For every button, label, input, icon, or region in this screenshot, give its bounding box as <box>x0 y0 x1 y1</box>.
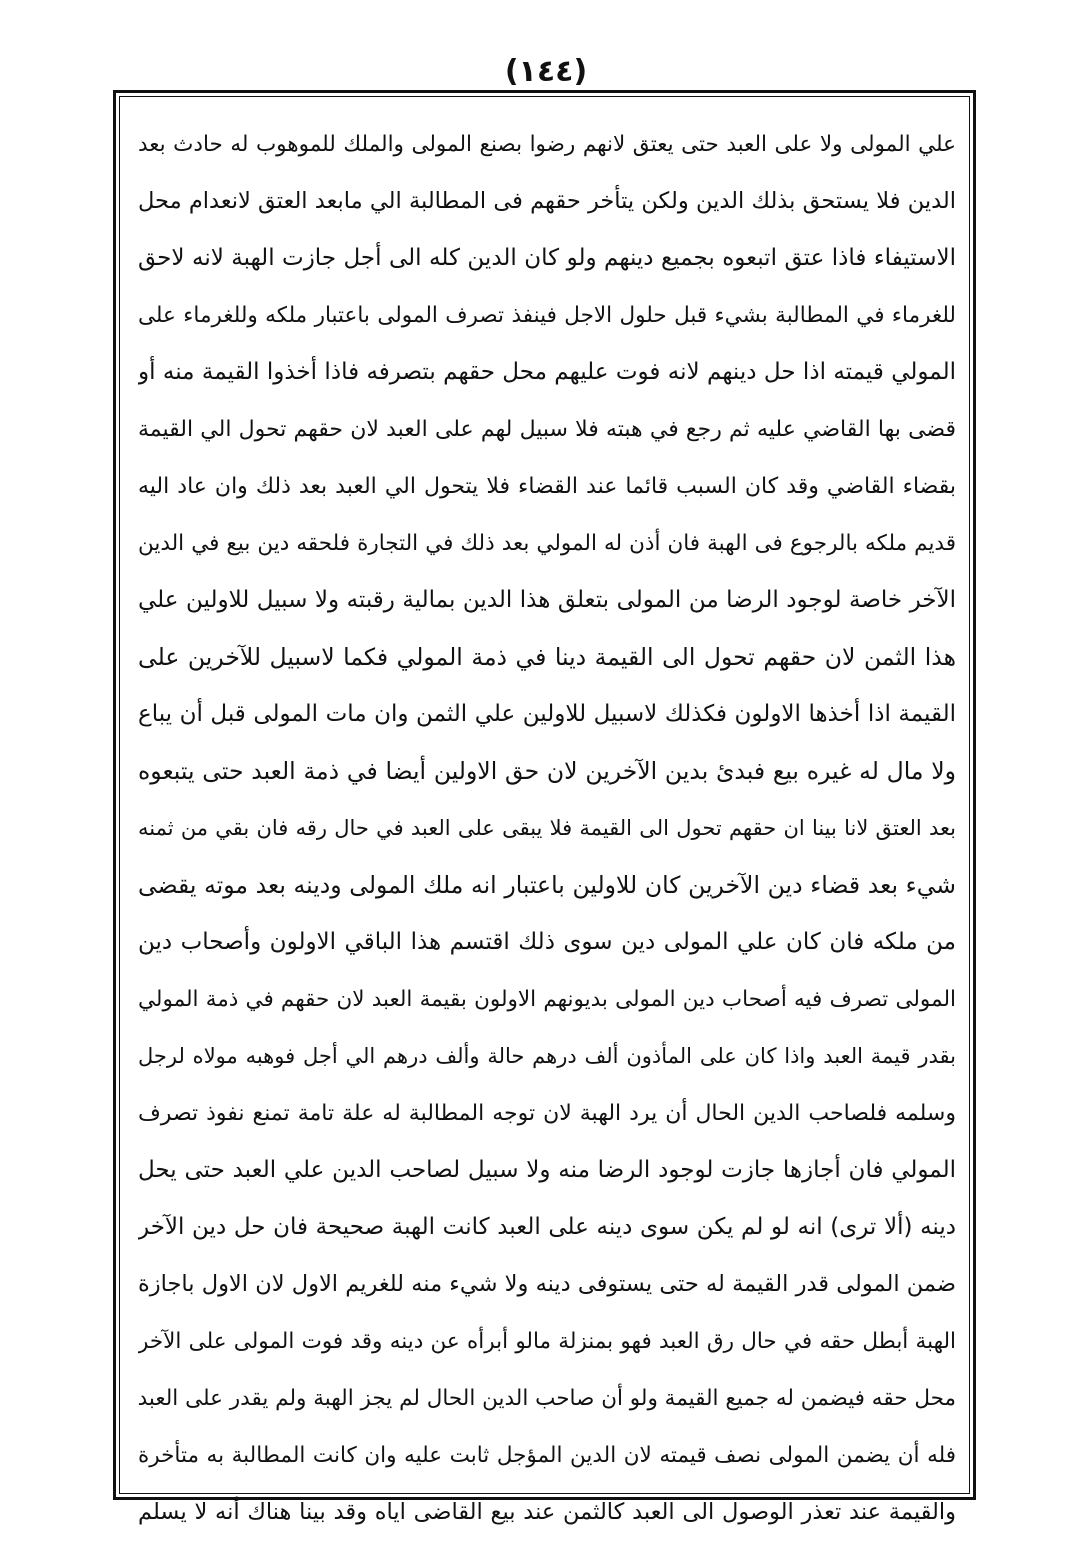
text-line: للغرماء في المطالبة بشيء قبل حلول الاجل فينفذ تصرف المولى باعتبار ملكه وللغرماء على <box>138 303 956 328</box>
text-line: ضمن المولى قدر القيمة له حتى يستوفى دينه ولا شيء منه للغريم الاول لان الاول باجازة <box>138 1271 956 1297</box>
text-line: وسلمه فلصاحب الدين الحال أن يرد الهبة لان توجه المطالبة له علة تامة تمنع نفوذ تصرف <box>138 1101 956 1126</box>
text-line: القيمة اذا أخذها الاولون فكذلك لاسبيل للاولين علي الثمن وان مات المولى قبل أن يباع <box>138 701 956 727</box>
text-line: الآخر خاصة لوجود الرضا من المولى بتعلق هذا الدين بمالية رقبته ولا سبيل للاولين علي <box>138 587 956 613</box>
text-line: دينه (ألا ترى) انه لو لم يكن سوى دينه على العبد كانت الهبة صحيحة فان حل دين الآخر <box>138 1214 956 1240</box>
page-number: (١٤٤) <box>504 54 588 89</box>
text-body <box>138 116 956 1525</box>
text-line: بعد العتق لانا بينا ان حقهم تحول الى القيمة فلا يبقى على العبد في حال رقه فان بقي من ثمنه <box>138 816 956 840</box>
text-line: الاستيفاء فاذا عتق اتبعوه بجميع دينهم ولو كان الدين كله الى أجل جازت الهبة لانه لاحق <box>138 245 956 271</box>
text-line: بقدر قيمة العبد واذا كان على المأذون ألف درهم حالة وألف درهم الي أجل فوهبه مولاه لرجل <box>138 1044 956 1068</box>
text-line: المولي فان أجازها جازت لوجود الرضا منه ولا سبيل لصاحب الدين علي العبد حتى يحل <box>138 1157 956 1183</box>
text-line: شيء بعد قضاء دين الآخرين كان للاولين باعتبار انه ملك المولى ودينه بعد موته يقضى <box>138 871 956 899</box>
text-line: من ملكه فان كان علي المولى دين سوى ذلك اقتسم هذا الباقي الاولون وأصحاب دين <box>138 929 956 955</box>
text-line: علي المولى ولا على العبد حتى يعتق لانهم رضوا بصنع المولى والملك للموهوب له حادث بعد <box>138 132 956 157</box>
text-line: بقضاء القاضي وقد كان السبب قائما عند القضاء فلا يتحول الي العبد بعد ذلك وان عاد اليه <box>138 474 956 499</box>
text-line: قضى بها القاضي عليه ثم رجع في هبته فلا سبيل لهم على العبد لان حقهم تحول الي القيمة <box>138 417 956 442</box>
text-line: ولا مال له غيره بيع فبدئ بدين الآخرين لان حق الاولين أيضا في ذمة العبد حتى يتبعوه <box>138 757 956 785</box>
text-line: فله أن يضمن المولى نصف قيمته لان الدين المؤجل ثابت عليه وان كانت المطالبة به متأخرة <box>138 1443 956 1468</box>
text-line: هذا الثمن لان حقهم تحول الى القيمة دينا في ذمة المولي فكما لاسبيل للآخرين على <box>138 643 956 671</box>
text-line: المولي قيمته اذا حل دينهم لانه فوت عليهم محل حقهم بتصرفه فاذا أخذوا القيمة منه أو <box>138 359 956 385</box>
text-line: الدين فلا يستحق بذلك الدين ولكن يتأخر حقهم فى المطالبة الي مابعد العتق لانعدام محل <box>138 188 956 214</box>
text-line: محل حقه فيضمن له جميع القيمة ولو أن صاحب الدين الحال لم يجز الهبة ولم يقدر على العبد <box>138 1386 956 1411</box>
text-line: قديم ملكه بالرجوع فى الهبة فان أذن له المولي بعد ذلك في التجارة فلحقه دين بيع في الدين <box>138 531 956 556</box>
text-line: والقيمة عند تعذر الوصول الى العبد كالثمن عند بيع القاضى اياه وقد بينا هناك أنه لا يسلم <box>138 1499 956 1525</box>
text-line: المولى تصرف فيه أصحاب دين المولى بديونهم الاولون بقيمة العبد لان حقهم في ذمة المولي <box>138 987 956 1012</box>
text-line: الهبة أبطل حقه في حال رق العبد فهو بمنزلة مالو أبرأه عن دينه وقد فوت المولى على الآخر <box>138 1329 956 1354</box>
